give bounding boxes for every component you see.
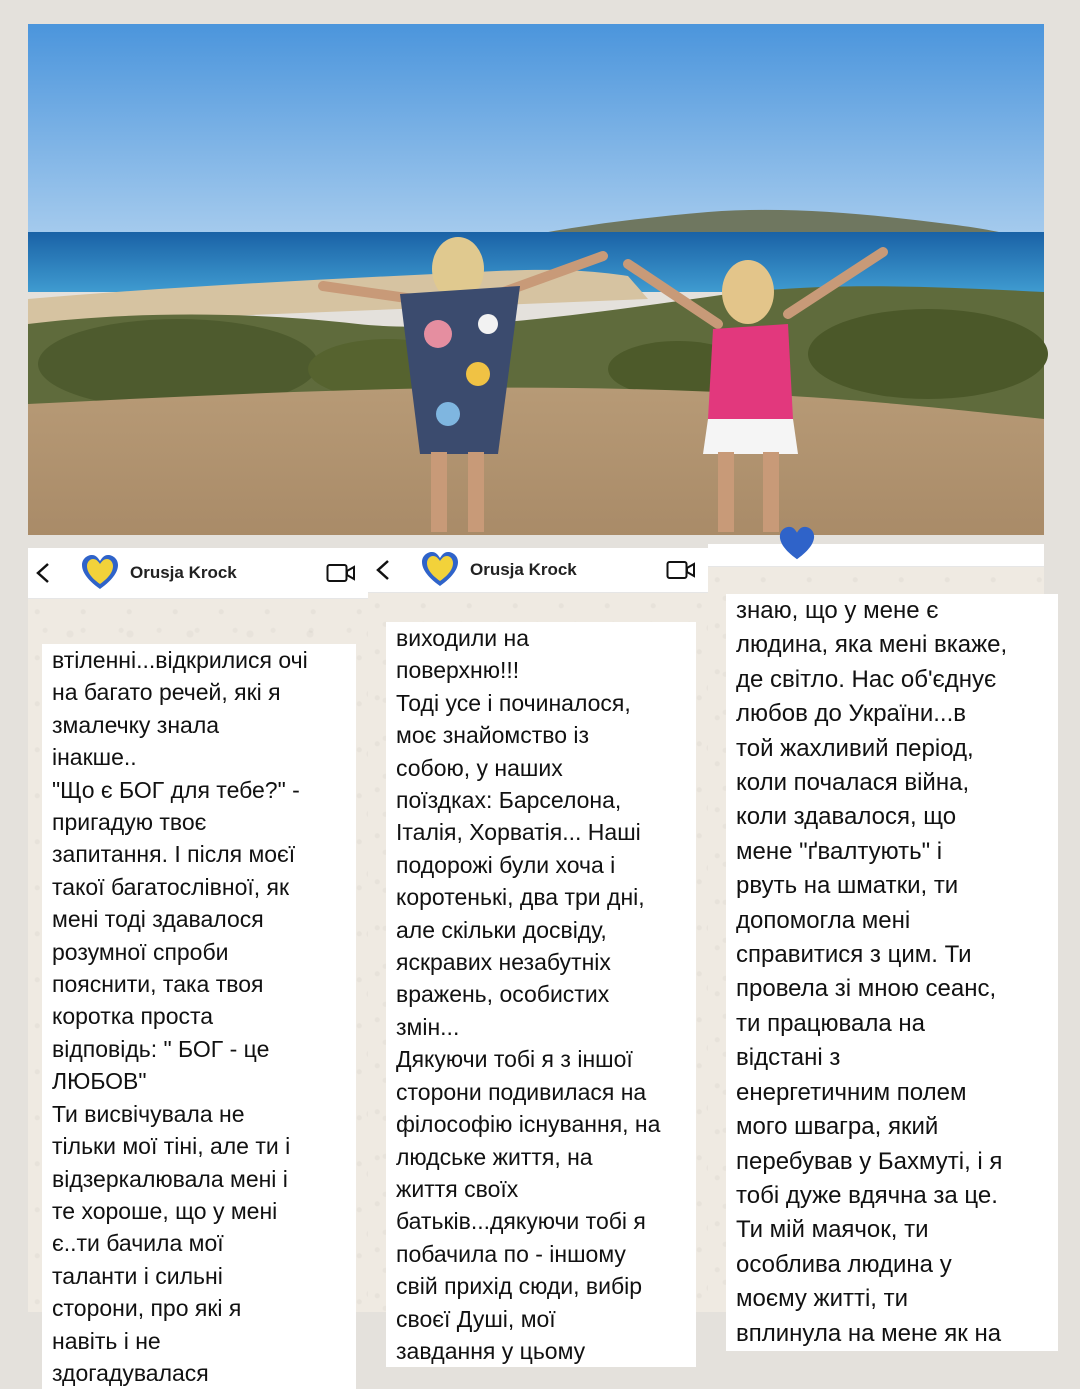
chat-header <box>708 544 1044 567</box>
message-bubble[interactable]: виходили на поверхню!!! Тоді усе і починалося, моє знайомство із собою, у наших поїздках: Барселона, Італія, Хорватія... Наші подорожі були хоча і коротенькі, два три дні, але скільки досвіду, яскравих незабутніх вражень, особистих змін... Дякуючи тобі я з іншої сторони подивилася на філософію існування, на людське життя, на життя своїх батьків...дякуючи тобі я побачила по - іншому свій прихід сюди, вибір своєї Душі, мої завдання у цьому <box>386 622 696 1367</box>
chat-header <box>368 548 708 593</box>
chat-header <box>28 548 368 599</box>
back-chevron-icon[interactable] <box>32 561 56 585</box>
avatar-heart-icon[interactable] <box>420 550 460 590</box>
message-bubble[interactable]: втіленні...відкрилися очі на багато речей, які я змалечку знала інакше.. "Що є БОГ для тебе?" - пригадую твоє запитання. І після моєї такої багатослівної, як мені тоді здавалося розумної спроби пояснити, така твоя коротка проста відповідь: " БОГ - це ЛЮБОВ" Ти висвічувала не тільки мої тіні, але ти і відзеркалювала мені і те хороше, що у мені є..ти бачила мої таланти і сильні сторони, про які я навіть і не здогадувалася <box>42 644 356 1389</box>
video-call-icon[interactable] <box>326 562 356 584</box>
message-bubble[interactable]: знаю, що у мене є людина, яка мені вкаже, де світло. Нас об'єднує любов до України...в той жахливий період, коли почалася війна, коли здавалося, що мене "ґвалтують" і рвуть на шматки, ти допомогла мені справитися з цим. Ти провела зі мною сеанс, ти працювала на відстані з енергетичним полем мого швагра, який перебував у Бахмуті, і я тобі дуже вдячна за це. Ти мій маячок, ти особлива людина у моєму житті, ти вплинула на мене як на <box>726 594 1058 1351</box>
chat-background <box>708 566 1044 1347</box>
chat-screenshot-2 <box>368 548 708 1364</box>
back-chevron-icon[interactable] <box>372 558 396 582</box>
chat-screenshot-3 <box>708 548 1044 1347</box>
avatar-heart-icon[interactable] <box>778 525 816 563</box>
beach-landscape-image <box>28 24 1044 535</box>
chat-background <box>368 592 708 1364</box>
chat-screenshot-1 <box>28 548 368 1386</box>
chat-background <box>28 598 368 1386</box>
beach-photo <box>28 24 1044 535</box>
avatar-heart-icon[interactable] <box>80 553 120 593</box>
video-call-icon[interactable] <box>666 559 696 581</box>
contact-name[interactable]: Orusja Krock <box>130 563 237 582</box>
contact-name[interactable]: Orusja Krock <box>470 560 577 579</box>
